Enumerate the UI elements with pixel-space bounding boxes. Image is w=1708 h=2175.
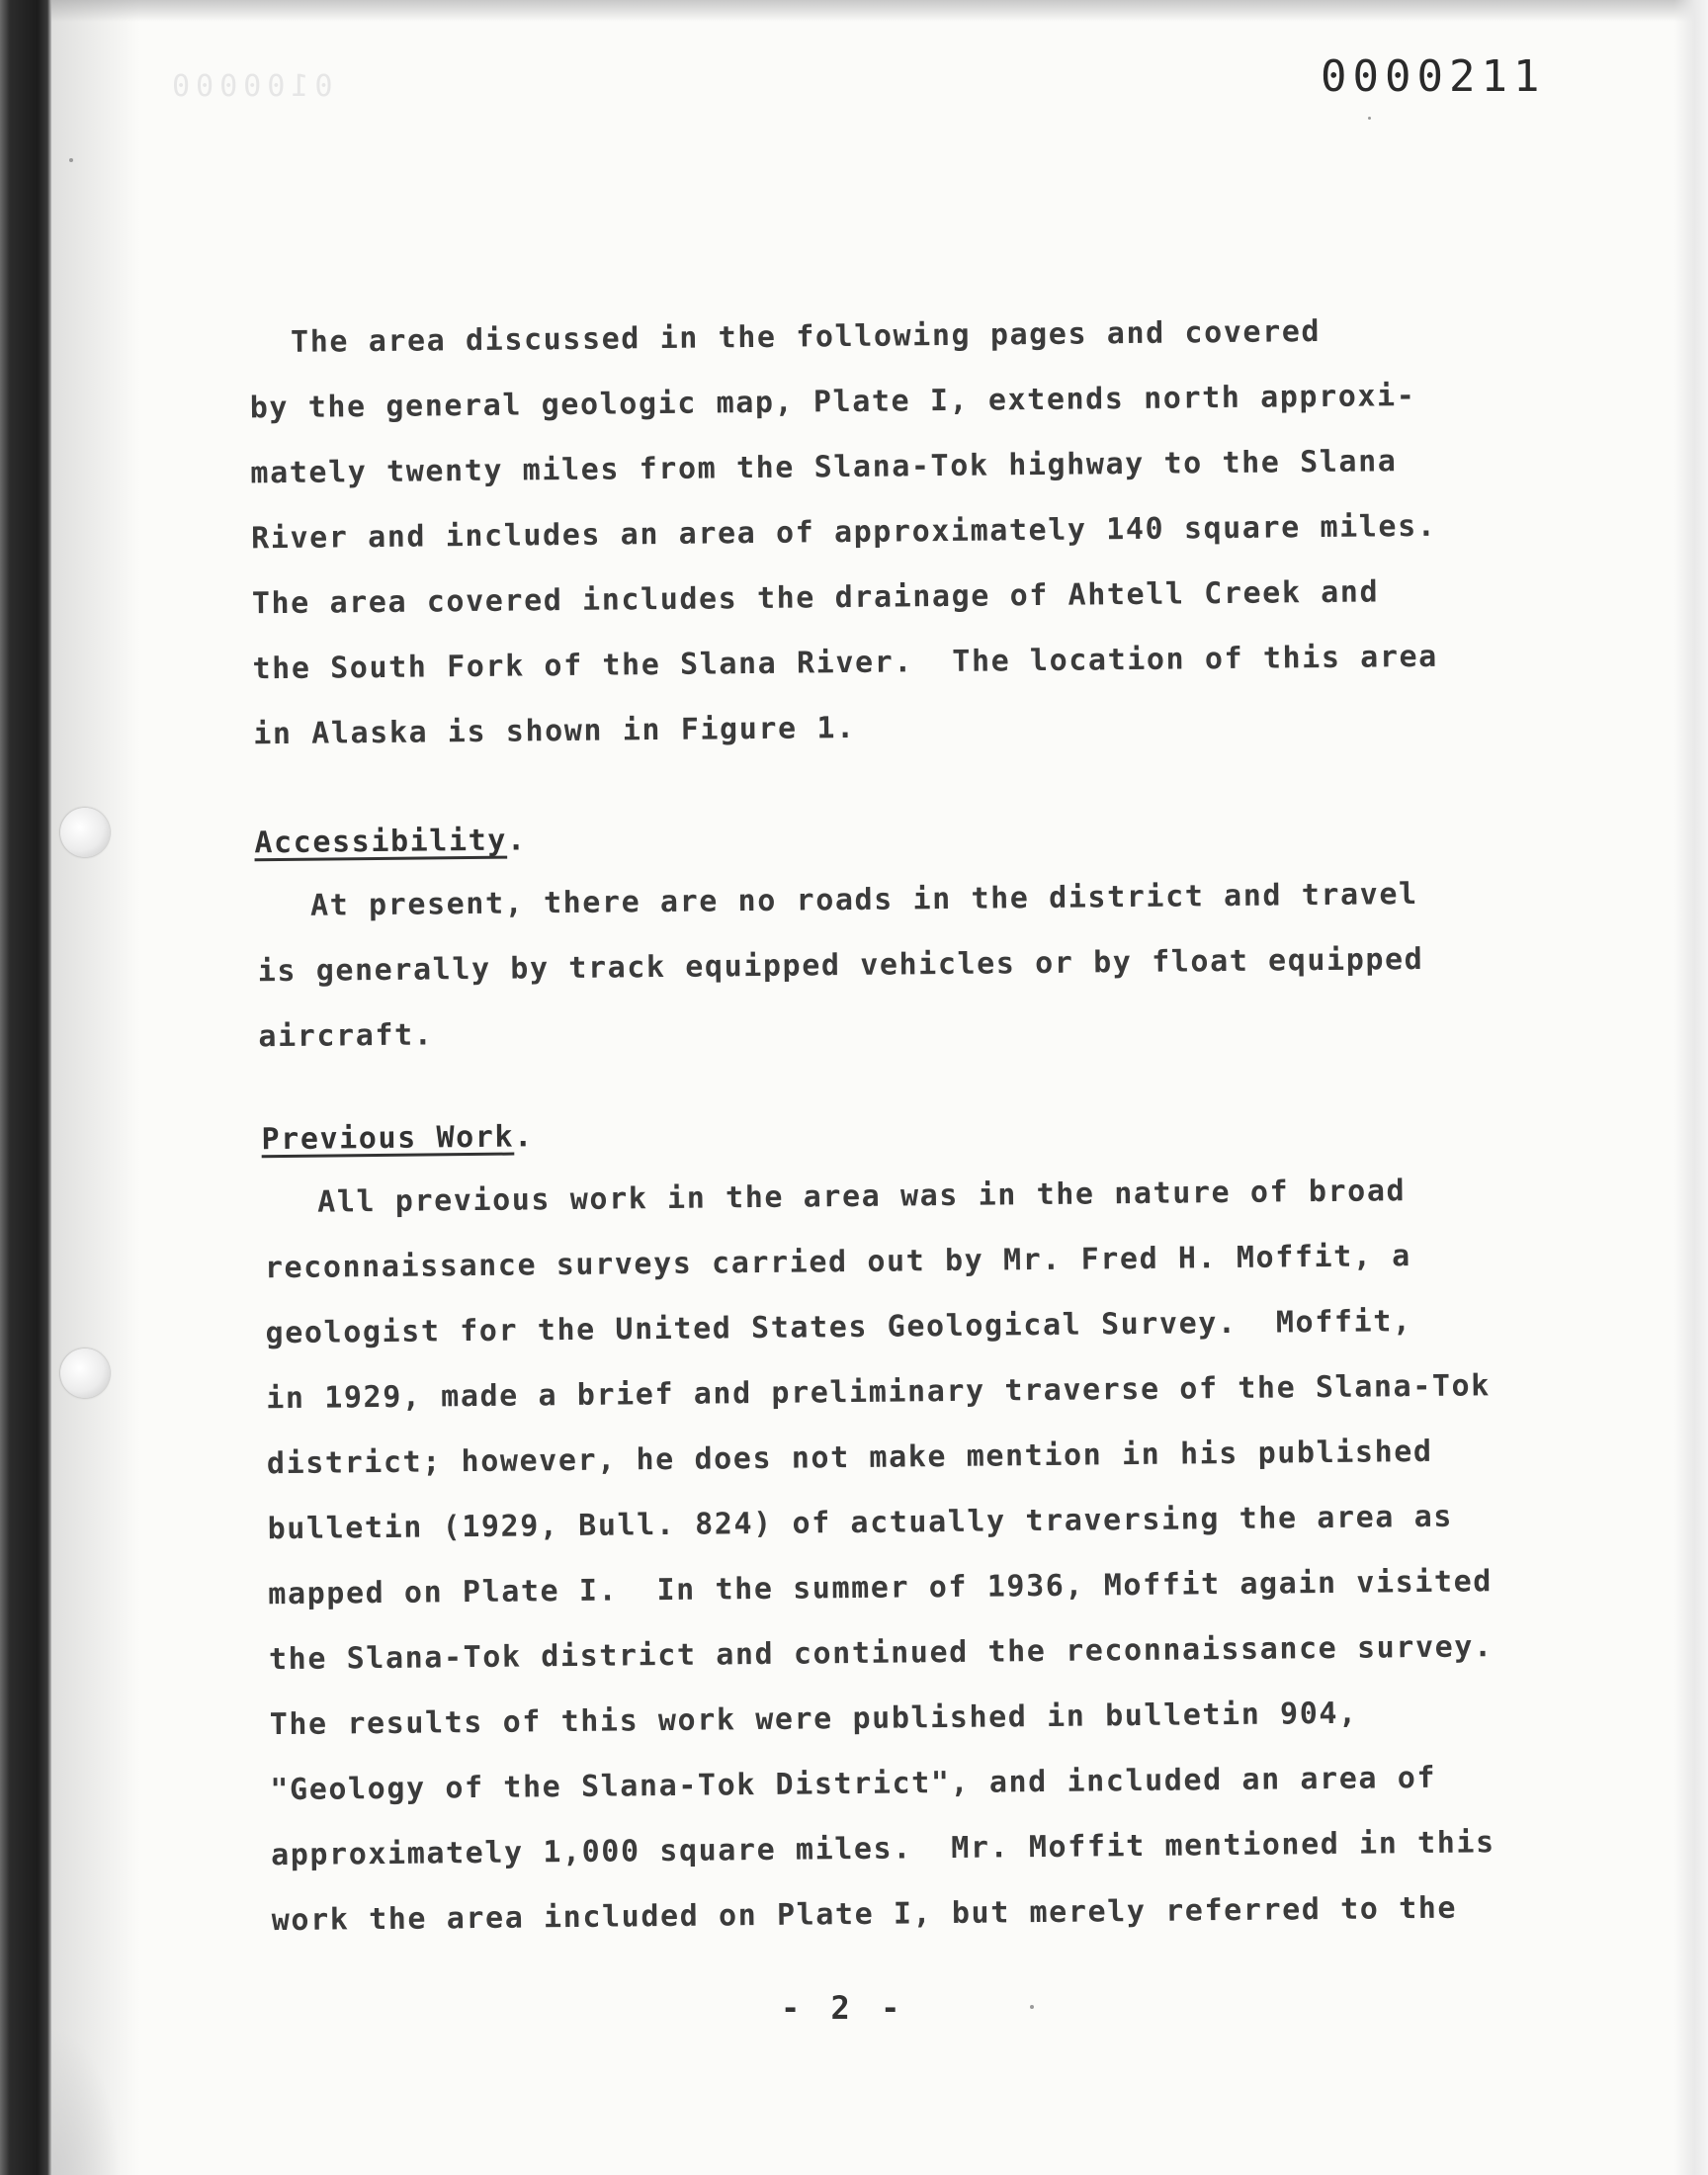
heading-previous-work-text: Previous Work <box>261 1119 515 1158</box>
accessibility-line-1: At present, there are no roads in the district and travel <box>309 876 1418 923</box>
intro-line-3: mately twenty miles from the Slana-Tok highway to the Slana <box>250 444 1398 491</box>
heading-accessibility-period: . <box>506 823 527 858</box>
previous-work-line-4: in 1929, made a brief and preliminary traverse of the Slana-Tok <box>266 1368 1492 1417</box>
bleed-through-number: 0100000 <box>166 69 333 104</box>
scan-speck <box>1368 117 1371 120</box>
scan-speck <box>69 158 73 162</box>
heading-previous-work-period: . <box>513 1119 534 1155</box>
document-number: 0000211 <box>1321 51 1546 102</box>
heading-previous-work <box>261 1119 534 1158</box>
previous-work-line-3: geologist for the United States Geological Survey. Moffit, <box>265 1304 1412 1351</box>
intro-line-1: The area discussed in the following pages and covered <box>290 313 1322 360</box>
previous-work-line-2: reconnaissance surveys carried out by Mr. Fred H. Moffit, a <box>264 1239 1412 1286</box>
accessibility-line-3: aircraft. <box>258 1017 434 1055</box>
previous-work-line-12: work the area included on Plate I, but merely referred to the <box>271 1890 1458 1939</box>
intro-line-7: in Alaska is shown in Figure 1. <box>253 710 856 752</box>
page-number: - 2 - <box>781 1989 906 2027</box>
intro-line-6: the South Fork of the Slana River. The location of this area <box>252 639 1439 687</box>
intro-line-2: by the general geologic map, Plate I, extends north approxi- <box>249 378 1416 426</box>
heading-accessibility-text: Accessibility <box>254 823 508 861</box>
accessibility-line-2: is generally by track equipped vehicles or by float equipped <box>257 941 1424 990</box>
previous-work-line-7: mapped on Plate I. In the summer of 1936, Moffit again visited <box>268 1564 1494 1612</box>
intro-line-5: The area covered includes the drainage of Ahtell Creek and <box>251 574 1380 622</box>
previous-work-line-6: bulletin (1929, Bull. 824) of actually traversing the area as <box>267 1499 1454 1547</box>
previous-work-line-10: "Geology of the Slana-Tok District", and included an area of <box>270 1760 1437 1808</box>
previous-work-line-9: The results of this work were published in bulletin 904, <box>269 1696 1358 1743</box>
previous-work-line-8: the Slana-Tok district and continued the reconnaissance survey. <box>268 1629 1494 1678</box>
previous-work-line-11: approximately 1,000 square miles. Mr. Moffit mentioned in this <box>270 1825 1495 1873</box>
previous-work-line-5: district; however, he does not make mention in his published <box>266 1434 1433 1482</box>
scan-speck <box>1030 2005 1034 2009</box>
heading-accessibility <box>254 823 527 861</box>
previous-work-line-1: All previous work in the area was in the nature of broad <box>317 1174 1407 1220</box>
intro-line-4: River and includes an area of approximately 140 square miles. <box>250 508 1437 557</box>
